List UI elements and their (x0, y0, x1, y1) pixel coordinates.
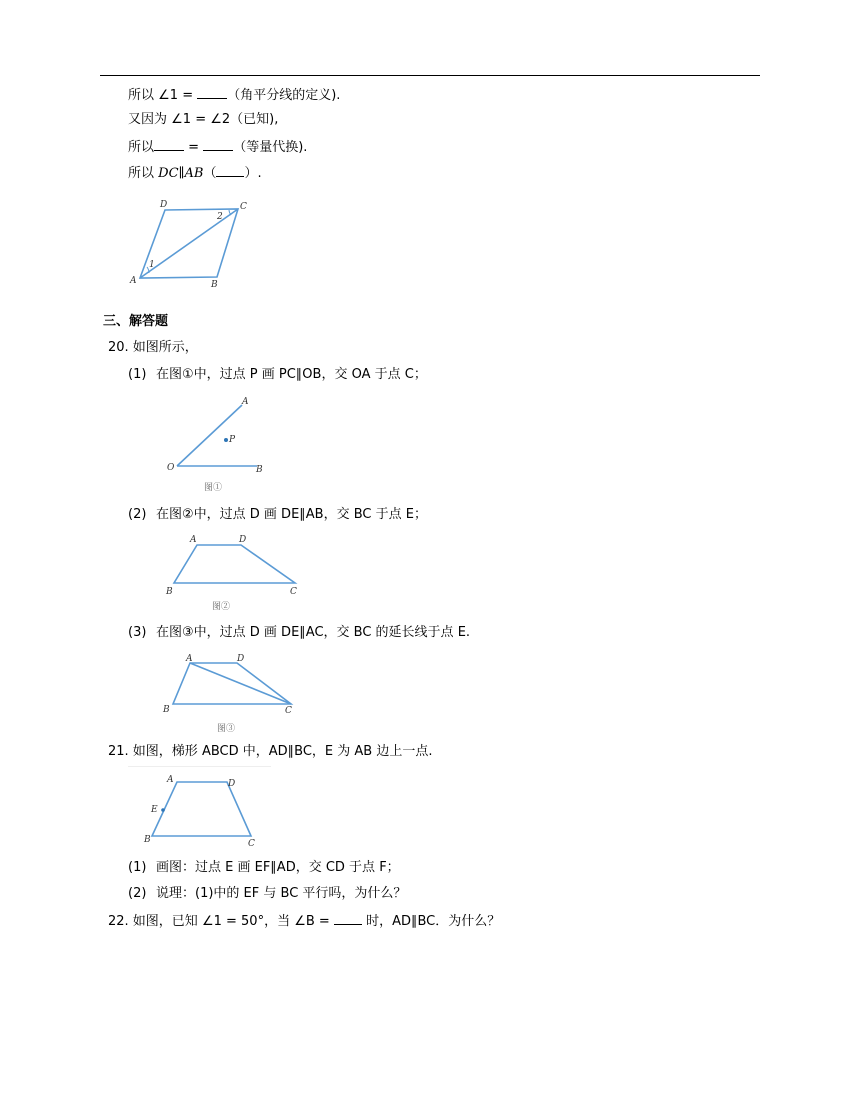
label-b: B (144, 835, 151, 845)
answer-blank (216, 163, 244, 177)
q22-stem-question: 时，AD∥BC．为什么？ (361, 914, 501, 929)
q20-stem: 20. 如图所示， (108, 340, 198, 355)
figure-3-caption: 图③ (217, 724, 236, 734)
q22-stem (108, 911, 500, 931)
label-a: A (167, 775, 174, 785)
trapezoid-abcd (173, 663, 291, 704)
figure-3 (160, 651, 305, 735)
q20-part-1-number: (1) (128, 367, 147, 382)
label-d: D (237, 654, 245, 664)
q21-stem: 21. 如图，梯形 ABCD 中，AD∥BC，E 为 AB 边上一点. (108, 744, 433, 759)
q20-part-3-text: 在图③中，过点 D 画 DE∥AC，交 BC 的延长线于点 E. (156, 625, 471, 640)
proof-line-3 (128, 137, 307, 157)
point-e (161, 808, 165, 812)
figure-2 (162, 533, 307, 613)
q21-part-2-number: (2) (128, 886, 147, 901)
diagonal-ac (190, 663, 291, 704)
label-d: D (160, 200, 168, 210)
label-a: A (130, 276, 137, 286)
label-o: O (167, 463, 175, 473)
section-title: 三、解答题 (103, 314, 169, 329)
figure-1-caption: 图① (204, 483, 223, 493)
figure-top-edge (128, 766, 271, 767)
label-c: C (240, 202, 247, 212)
proof-line-3-text: 所以 (128, 140, 155, 155)
q20-part-3 (128, 624, 470, 642)
q21-part-1-number: (1) (128, 860, 147, 875)
label-e: E (151, 805, 158, 815)
q22-stem-text: 22. 如图，已知 ∠1 = 50°，当 ∠B = (108, 914, 334, 929)
proof-line-1-reason: （角平分线的定义). (227, 88, 341, 103)
paren-open: （ (203, 166, 217, 181)
figure-1 (162, 392, 282, 494)
trapezoid-abcd (152, 782, 251, 836)
q20-part-3-number: (3) (128, 625, 147, 640)
q21-part-2 (128, 885, 406, 903)
proof-line-1-text: 所以 ∠1 = (128, 88, 198, 103)
label-b: B (256, 465, 263, 475)
proof-line-4-math: DC∥AB (158, 166, 204, 181)
label-c: C (290, 587, 297, 597)
label-a: A (242, 397, 249, 407)
label-p: P (229, 435, 236, 445)
label-angle-1: 1 (149, 260, 155, 270)
figure-4 (140, 770, 270, 850)
proof-line-4-text: 所以 (128, 166, 159, 181)
label-b: B (166, 587, 173, 597)
label-d: D (228, 779, 236, 789)
trapezoid-abcd (174, 545, 295, 583)
q20-part-2-text: 在图②中，过点 D 画 DE∥AB，交 BC 于点 E； (156, 507, 427, 522)
proof-line-1 (128, 85, 340, 105)
q21-part-1 (128, 859, 400, 877)
label-angle-2: 2 (217, 212, 223, 222)
answer-blank (197, 85, 227, 99)
parallelogram-figure (125, 195, 255, 290)
answer-blank (154, 137, 184, 151)
label-a: A (186, 654, 193, 664)
label-c: C (248, 839, 255, 849)
point-p (224, 438, 228, 442)
label-d: D (239, 535, 247, 545)
label-c: C (285, 706, 292, 716)
q20-part-2 (128, 506, 427, 524)
proof-line-4 (128, 163, 262, 183)
q20-part-1-text: 在图①中，过点 P 画 PC∥OB，交 OA 于点 C； (156, 367, 427, 382)
q20-part-1 (128, 366, 427, 384)
q21-part-2-text: 说理：(1)中的 EF 与 BC 平行吗，为什么？ (156, 886, 407, 901)
answer-blank (334, 911, 362, 925)
paren-close: ）. (244, 166, 262, 181)
answer-blank (203, 137, 233, 151)
q20-part-2-number: (2) (128, 507, 147, 522)
equals-sign: = (184, 140, 204, 155)
proof-line-3-reason: （等量代换). (233, 140, 308, 155)
label-b: B (211, 280, 218, 290)
proof-line-2: 又因为 ∠1 = ∠2（已知), (128, 112, 279, 127)
label-a: A (190, 535, 197, 545)
label-b: B (163, 705, 170, 715)
header-rule (100, 75, 760, 76)
q21-part-1-text: 画图：过点 E 画 EF∥AD，交 CD 于点 F； (156, 860, 400, 875)
figure-2-caption: 图② (212, 602, 231, 612)
